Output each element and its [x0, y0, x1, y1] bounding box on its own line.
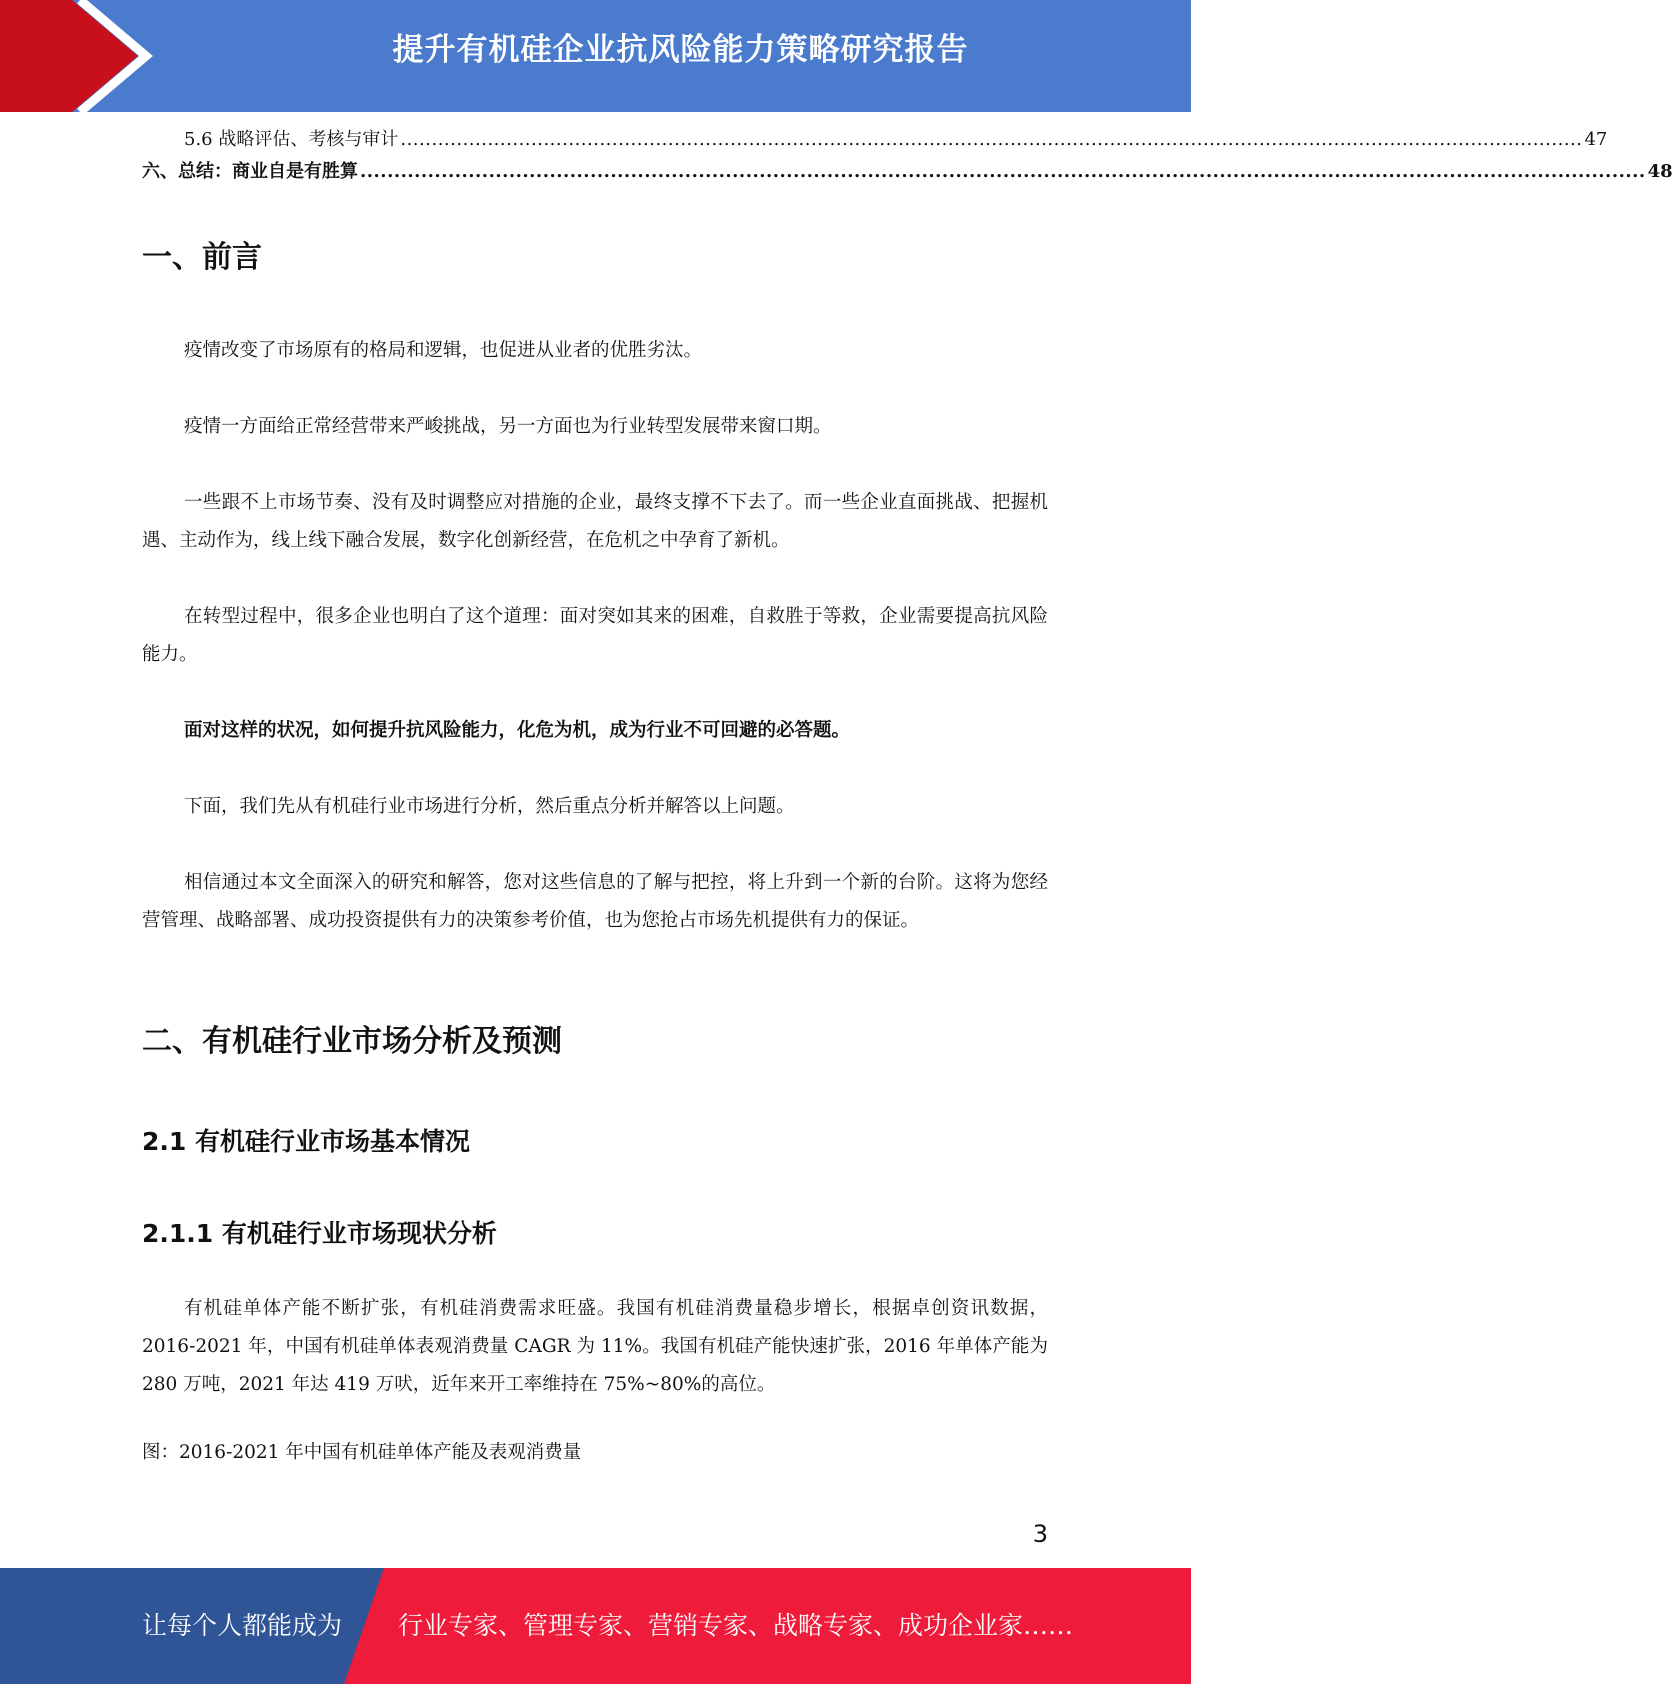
subsubsection-heading: 2.1.1 有机硅行业市场现状分析: [142, 1219, 497, 1248]
report-title: 提升有机硅企业抗风险能力策略研究报告: [392, 32, 969, 68]
toc-entry[interactable]: [142, 156, 1673, 188]
paragraph: 疫情一方面给正常经营带来严峻挑战，另一方面也为行业转型发展带来窗口期。: [184, 416, 832, 437]
page-number: 3: [1032, 1520, 1048, 1548]
paragraph: 有机硅单体产能不断扩张，有机硅消费需求旺盛。我国有机硅消费量稳步增长，根据卓创资讯数据，2016-2021 年，中国有机硅单体表观消费量 CAGR 为 11%。我国有机硅产能快速扩张，2016 年单体产能为 280 万吨，2021 年达 419 万吠，近年来开工率维持在 75%~80%的高位。: [142, 1298, 1048, 1395]
paragraph: 相信通过本文全面深入的研究和解答，您对这些信息的了解与把控，将上升到一个新的台阶。这将为您经营管理、战略部署、成功投资提供有力的决策参考价值，也为您抢占市场先机提供有力的保证。: [142, 872, 1048, 931]
emphasized-paragraph: 面对这样的状况，如何提升抗风险能力，化危为机，成为行业不可回避的必答题。: [184, 720, 851, 741]
toc-list: [142, 124, 1673, 188]
paragraph: 下面，我们先从有机硅行业市场进行分析，然后重点分析并解答以上问题。: [184, 796, 795, 817]
page-footer: [0, 1568, 1191, 1684]
footer-slogan-left: 让每个人都能成为: [142, 1611, 343, 1640]
subsection-heading: 2.1 有机硅行业市场基本情况: [142, 1127, 470, 1156]
toc-entry-label: 5.6 战略评估、考核与审计: [184, 129, 399, 150]
paragraph: 一些跟不上市场节奏、没有及时调整应对措施的企业，最终支撑不下去了。而一些企业直面挑战、把握机遇、主动作为，线上线下融合发展，数字化创新经营，在危机之中孕育了新机。: [142, 492, 1048, 551]
header-arrow-decoration: [0, 0, 170, 112]
section-heading-preface: 一、前言: [142, 240, 262, 275]
toc-entry-page: 47: [1584, 129, 1608, 150]
page-header: [0, 0, 1191, 112]
toc-entry-page: 48: [1647, 161, 1673, 182]
paragraph: 疫情改变了市场原有的格局和逻辑，也促进从业者的优胜劣汰。: [184, 340, 703, 361]
paragraph: 在转型过程中，很多企业也明白了这个道理：面对突如其来的困难，自救胜于等救，企业需要提高抗风险能力。: [142, 606, 1048, 665]
page-content: [142, 124, 1673, 1463]
toc-entry-label: 六、总结：商业自是有胜算: [142, 161, 358, 182]
figure-caption: 图：2016-2021 年中国有机硅单体产能及表观消费量: [142, 1442, 582, 1463]
toc-leader-dots: ..............................................................................................................................................................................................: [360, 161, 1646, 182]
section-heading-market: 二、有机硅行业市场分析及预测: [142, 1024, 562, 1059]
toc-entry[interactable]: [142, 124, 1608, 156]
toc-leader-dots: ..............................................................................................................................................................................................: [400, 129, 1583, 150]
footer-slogan-right: 行业专家、管理专家、营销专家、战略专家、成功企业家……: [398, 1611, 1074, 1640]
